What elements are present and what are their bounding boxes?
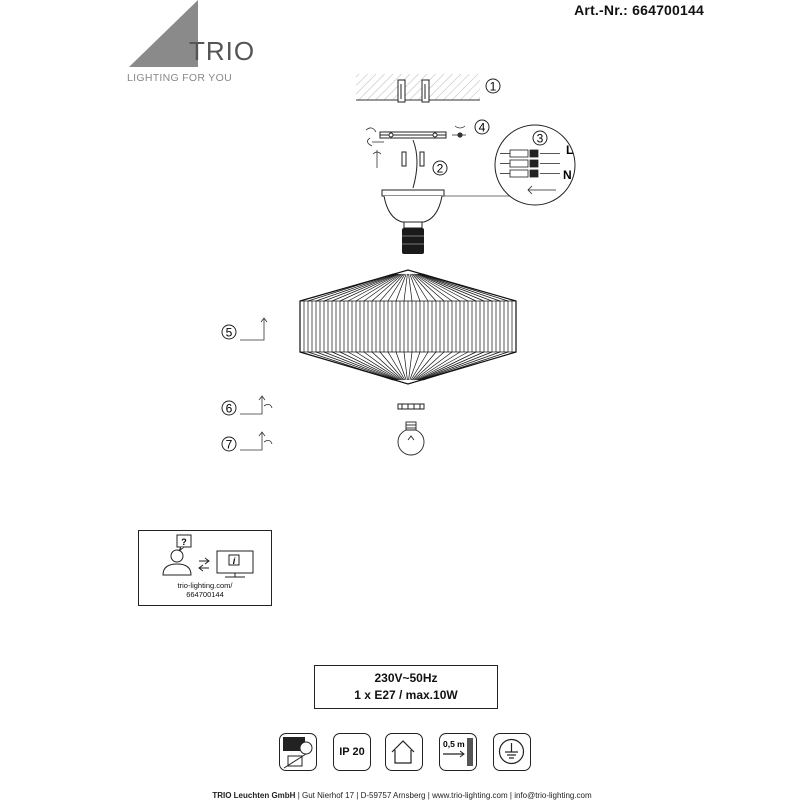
light-bulb — [398, 422, 424, 455]
step-6-arrow — [240, 396, 272, 414]
info-url-line2: 664700144 — [186, 590, 224, 599]
bulb-spec: 1 x E27 / max.10W — [354, 688, 458, 702]
indoor-use-symbol — [385, 733, 423, 771]
wiring-detail — [442, 125, 575, 205]
ceiling-plate — [356, 74, 480, 100]
live-label: L — [566, 143, 574, 157]
ceiling-canopy — [382, 190, 444, 228]
footer-address: Gut Nierhof 17 — [302, 791, 355, 800]
article-number: Art.-Nr.: 664700144 — [574, 2, 704, 18]
retaining-ring — [398, 404, 424, 409]
mounting-bracket — [380, 132, 446, 138]
question-mark: ? — [181, 537, 187, 547]
footer-website-link[interactable]: www.trio-lighting.com — [432, 791, 508, 800]
brand-tagline: LIGHTING FOR YOU — [127, 72, 232, 84]
neutral-label: N — [563, 168, 572, 182]
step-4-label: 4 — [478, 120, 486, 135]
no-covering-symbol — [279, 733, 317, 771]
step-7-arrow — [240, 432, 272, 450]
step-7-label: 7 — [225, 437, 233, 452]
step-2-label: 2 — [436, 161, 444, 176]
footer-email-link[interactable]: info@trio-lighting.com — [514, 791, 592, 800]
user-head-icon — [171, 550, 183, 562]
step-5-label: 5 — [225, 325, 233, 340]
step-5-arrow — [240, 318, 267, 340]
lamp-holder — [402, 228, 424, 254]
step-1-label: 1 — [489, 79, 497, 94]
footer-city: D-59757 Arnsberg — [360, 791, 426, 800]
rattan-lampshade — [300, 270, 516, 384]
footer: TRIO Leuchten GmbH | Gut Nierhof 17 | D-59757 Arnsberg | www.trio-lighting.com | info@trio-lighting.com — [212, 791, 592, 800]
min-distance-symbol — [439, 733, 477, 771]
ip-rating-badge: IP 20 — [339, 746, 365, 758]
screw-arrows-right — [452, 126, 466, 137]
info-mark: i — [232, 556, 236, 566]
info-url[interactable] — [139, 581, 271, 599]
spec-box — [314, 665, 498, 709]
info-illustration — [139, 531, 271, 581]
voltage-spec: 230V~50Hz — [374, 671, 438, 685]
distance-label: 0,5 m — [443, 739, 465, 749]
info-url-line1: trio-lighting.com/ — [177, 581, 233, 590]
min-distance-icon — [440, 734, 475, 769]
protective-earth-symbol — [493, 733, 531, 771]
user-body-icon — [163, 564, 191, 575]
ip-rating-symbol — [333, 733, 371, 771]
protective-earth-icon — [494, 734, 529, 769]
no-covering-icon — [280, 734, 315, 769]
indoor-use-icon — [386, 734, 421, 769]
step-3-label: 3 — [536, 131, 544, 146]
footer-company: TRIO Leuchten GmbH — [212, 791, 296, 800]
suspension-cable — [402, 140, 424, 188]
step-6-label: 6 — [225, 401, 233, 416]
brand-name: TRIO — [189, 36, 256, 66]
online-info-box — [138, 530, 272, 606]
